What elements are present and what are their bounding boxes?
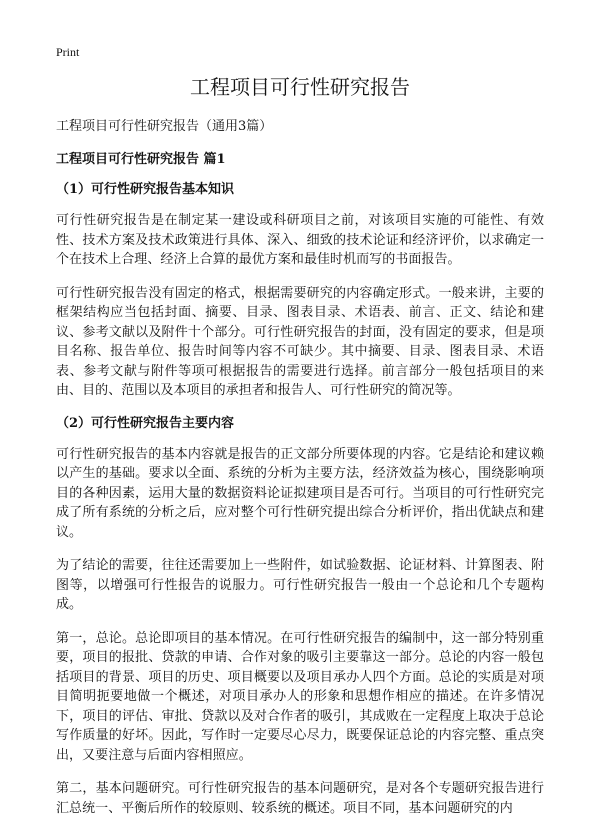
print-label: Print — [56, 45, 80, 59]
paragraph: 为了结论的需要，往往还需要加上一些附件，如试验数据、论证材料、计算图表、附图等，以增强可行性报告的说服力。可行性研究报告一般由一个总论和几个专题构成。 — [56, 558, 544, 612]
document-title: 工程项目可行性研究报告 — [190, 75, 410, 99]
paragraph: 第二，基本问题研究。可行性研究报告的基本问题研究，是对各个专题研究报告进行汇总统一、平衡后所作的较原则、较系统的概述。项目不同，基本问题研究的内 — [56, 781, 544, 816]
part1-heading: （1）可行性研究报告基本知识 — [56, 182, 235, 197]
part2-heading: （2）可行性研究报告主要内容 — [56, 415, 235, 431]
section-heading: 工程项目可行性研究报告 篇1 — [56, 152, 226, 167]
paragraph: 第一，总论。总论即项目的基本情况。在可行性研究报告的编制中，这一部分特别重要，项目的报批、贷款的申请、合作对象的吸引主要靠这一部分。总论的内容一般包括项目的背景、项目的历史、项目概要以及项目承办人四个方面。总论的实质是对项目简明扼要地做一个概述，对项目承办人的形象和思想作相应的描述。在许多情况下，项目的评估、审批、贷款以及对合作者的吸引，其成败在一定程度上取决于总论写作质量的好坏。因此，写作时一定要尽心尽力，既要保证总论的内容完整、重点突出，又要注意与后面内容相照应。 — [56, 630, 544, 763]
paragraph: 可行性研究报告的基本内容就是报告的正文部分所要体现的内容。它是结论和建议赖以产生的基础。要求以全面、系统的分析为主要方法，经济效益为核心，围绕影响项目的各种因素，运用大量的数据资料论证拟建项目是否可行。当项目的可行性研究完成了所有系统的分析之后，应对整个可行性研究提出综合分析评价，指出优缺点和建议。 — [56, 446, 544, 540]
paragraph: 可行性研究报告没有固定的格式，根据需要研究的内容确定形式。一般来讲，主要的框架结构应当包括封面、摘要、目录、图表目录、术语表、前言、正文、结论和建议、参考文献以及附件十个部分。可行性研究报告的封面，没有固定的要求，但是项目名称、报告单位、报告时间等内容不可缺少。其中摘要、目录、图表目录、术语表、参考文献与附件等项可根据报告的需要进行选择。前言部分一般包括项目的来由、目的、范围以及本项目的承担者和报告人、可行性研究的简况等。 — [56, 285, 544, 398]
paragraph: 可行性研究报告是在制定某一建设或科研项目之前，对该项目实施的可能性、有效性、技术方案及技术政策进行具体、深入、细致的技术论证和经济评价，以求确定一个在技术上合理、经济上合算的最优方案和最佳时机而写的书面报告。 — [56, 213, 544, 267]
document-subtitle: 工程项目可行性研究报告（通用3篇） — [56, 119, 273, 134]
